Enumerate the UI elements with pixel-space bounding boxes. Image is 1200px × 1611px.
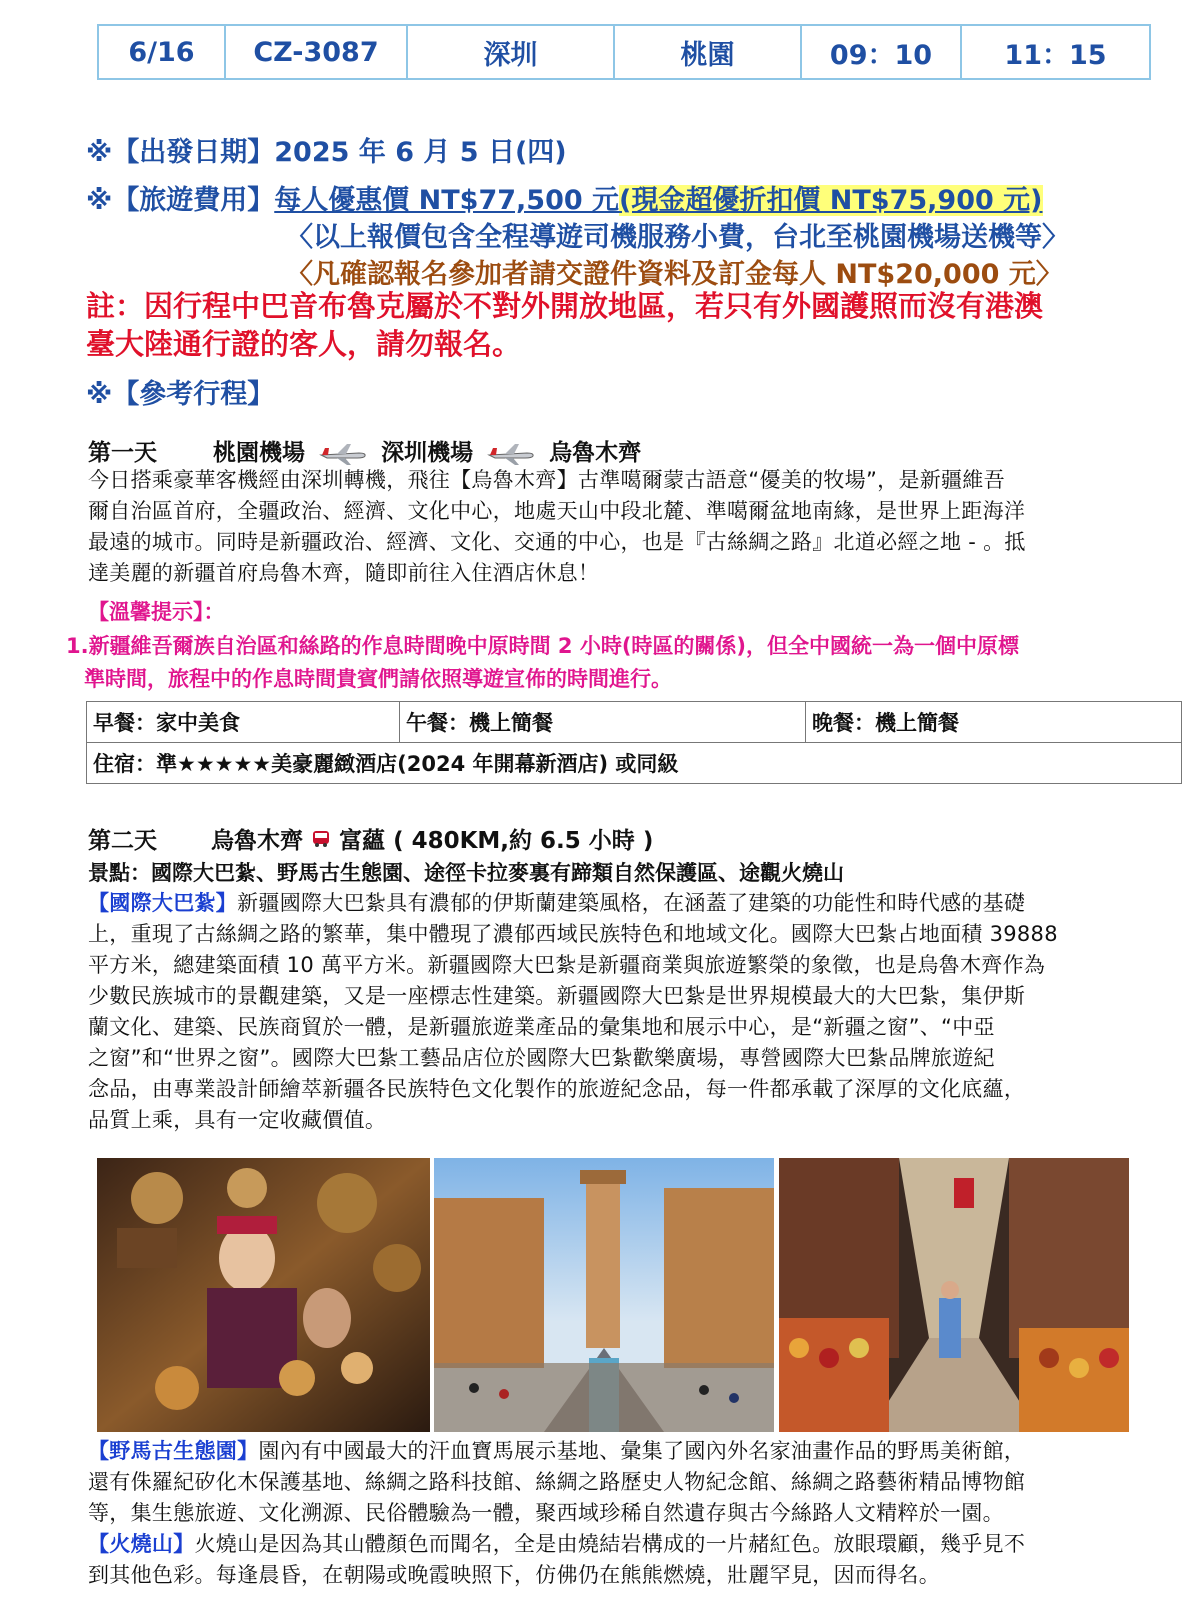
wildhorse-description bbox=[88, 1436, 1198, 1591]
departure-label: ※【出發日期】 bbox=[86, 137, 275, 168]
flight-number: CZ-3087 bbox=[225, 25, 407, 79]
day1-label: 第一天 bbox=[88, 440, 157, 466]
price-note-1: 〈以上報價包含全程導遊司機服務小費，台北至桃園機場送機等〉 bbox=[286, 222, 1069, 253]
tip-line-1: 1.新疆維吾爾族自治區和絲路的作息時間晚中原時間 2 小時(時區的關係)，但全中國統一為一個中原標 bbox=[66, 634, 1020, 658]
day2-label: 第二天 bbox=[88, 828, 157, 854]
bazaar-description bbox=[88, 888, 1198, 1136]
wildhorse-line: 等，集生態旅遊、文化溯源、民俗體驗為一體，聚西域珍稀自然遺存與古今絲路人文精粹於一園。 bbox=[88, 1501, 1004, 1525]
day2-header bbox=[88, 822, 653, 855]
lunch-cell: 午餐：機上簡餐 bbox=[400, 702, 806, 743]
warning-line-2: 臺大陸通行證的客人，請勿報名。 bbox=[86, 327, 522, 361]
fire-line: 【火燒山】火燒山是因為其山體顏色而聞名，全是由燒結岩構成的一片赭紅色。放眼環顧，幾乎見不 bbox=[88, 1532, 1026, 1556]
airplane-icon bbox=[319, 441, 367, 467]
departure-date: 2025 年 6 月 5 日(四) bbox=[274, 137, 567, 168]
bazaar-line: 【國際大巴紮】新疆國際大巴紮具有濃郁的伊斯蘭建築風格，在涵蓋了建築的功能性和時代感的基礎 bbox=[88, 891, 1026, 915]
photo-craft-vendor bbox=[97, 1158, 430, 1432]
bazaar-line: 上，重現了古絲綢之路的繁華，集中體現了濃郁西域民族特色和地域文化。國際大巴紮占地面積 39888 bbox=[88, 922, 1058, 946]
day1-description bbox=[88, 465, 1188, 589]
day1-stop-2: 深圳機場 bbox=[381, 440, 474, 466]
wildhorse-line: 【野馬古生態園】園內有中國最大的汗血寶馬展示基地、彙集了國內外名家油畫作品的野馬美術館， bbox=[88, 1439, 1026, 1463]
flight-arrive-time: 11：15 bbox=[961, 25, 1150, 79]
fire-line: 到其他色彩。每逢晨昏，在朝陽或晚霞映照下，仿佛仍在熊熊燃燒，壯麗罕見，因而得名。 bbox=[88, 1563, 940, 1587]
photo-market-street bbox=[779, 1158, 1129, 1432]
hotel-cell: 住宿：準★★★★★美豪麗緻酒店(2024 年開幕新酒店) 或同級 bbox=[87, 743, 1182, 784]
flight-origin: 深圳 bbox=[407, 25, 614, 79]
day1-stop-1: 桃園機場 bbox=[213, 440, 306, 466]
day2-sights: 景點：國際大巴紮、野馬古生態園、途徑卡拉麥裏有蹄類自然保護區、途觀火燒山 bbox=[88, 861, 844, 885]
day2-from: 烏魯木齊 bbox=[211, 828, 304, 854]
day1-line: 達美麗的新疆首府烏魯木齊，隨即前往入住酒店休息！ bbox=[88, 561, 600, 585]
warning-note bbox=[86, 287, 1186, 363]
price-label: ※【旅遊費用】 bbox=[86, 185, 275, 216]
dinner-cell: 晚餐：機上簡餐 bbox=[806, 702, 1182, 743]
departure-line bbox=[86, 130, 567, 169]
airplane-icon bbox=[487, 441, 535, 467]
warning-line-1: 註：因行程中巴音布魯克屬於不對外開放地區，若只有外國護照而沒有港澳 bbox=[86, 289, 1044, 323]
hotel-row bbox=[87, 743, 1182, 784]
breakfast-cell: 早餐：家中美食 bbox=[87, 702, 400, 743]
bazaar-line: 之窗”和“世界之窗”。國際大巴紮工藝品店位於國際大巴紮歡樂廣場，專營國際大巴紮品牌旅遊紀 bbox=[88, 1046, 995, 1070]
tip-list bbox=[66, 630, 1186, 696]
photo-bazaar-plaza bbox=[434, 1158, 774, 1432]
flight-table bbox=[97, 24, 1151, 80]
flight-row bbox=[98, 25, 1150, 79]
bazaar-tag: 【國際大巴紮】 bbox=[88, 891, 238, 915]
tip-line-2: 準時間，旅程中的作息時間貴賓們請依照導遊宣佈的時間進行。 bbox=[84, 667, 672, 691]
bazaar-line: 念品，由專業設計師繪萃新疆各民族特色文化製作的旅遊紀念品，每一件都承載了深厚的文化底蘊， bbox=[88, 1077, 1026, 1101]
price-note-2: 〈凡確認報名參加者請交證件資料及訂金每人 NT$20,000 元〉 bbox=[286, 259, 1063, 290]
itinerary-heading: ※【參考行程】 bbox=[86, 379, 275, 410]
flight-date: 6/16 bbox=[98, 25, 225, 79]
fire-tag: 【火燒山】 bbox=[88, 1532, 195, 1556]
bazaar-line: 少數民族城市的景觀建築，又是一座標志性建築。新疆國際大巴紮是世界規模最大的大巴紮，集伊斯 bbox=[88, 984, 1026, 1008]
price-line bbox=[86, 178, 1043, 217]
wildhorse-line: 還有侏羅紀矽化木保護基地、絲綢之路科技館、絲綢之路歷史人物紀念館、絲綢之路藝術精品博物館 bbox=[88, 1470, 1026, 1494]
tip-heading: 【溫馨提示】： bbox=[88, 600, 225, 624]
bus-icon bbox=[311, 829, 331, 855]
bazaar-line: 蘭文化、建築、民族商貿於一體，是新疆旅遊業產品的彙集地和展示中心，是“新疆之窗”、“中亞 bbox=[88, 1015, 995, 1039]
day1-meals-table bbox=[86, 701, 1182, 784]
day2-to: 富蘊 ( 480KM,約 6.5 小時 ) bbox=[339, 828, 654, 854]
day1-line: 爾自治區首府，全疆政治、經濟、文化中心，地處天山中段北麓、準噶爾盆地南緣，是世界上距海洋 bbox=[88, 499, 1026, 523]
flight-depart-time: 09：10 bbox=[801, 25, 961, 79]
meals-row bbox=[87, 702, 1182, 743]
bazaar-line: 品質上乘，具有一定收藏價值。 bbox=[88, 1108, 387, 1132]
bazaar-line: 平方米，總建築面積 10 萬平方米。新疆國際大巴紮是新疆商業與旅遊繁榮的象徵，也是烏魯木齊作為 bbox=[88, 953, 1046, 977]
wildhorse-tag: 【野馬古生態園】 bbox=[88, 1439, 259, 1463]
flight-destination: 桃園 bbox=[614, 25, 801, 79]
day1-line: 最遠的城市。同時是新疆政治、經濟、文化、交通的中心，也是『古絲綢之路』北道必經之地 - 。抵 bbox=[88, 530, 1026, 554]
price-cash: (現金超優折扣價 NT$75,900 元) bbox=[619, 185, 1043, 216]
price-main: 每人優惠價 NT$77,500 元 bbox=[274, 185, 620, 216]
day1-line: 今日搭乘豪華客機經由深圳轉機，飛往【烏魯木齊】古準噶爾蒙古語意“優美的牧場”，是新疆維吾 bbox=[88, 468, 1005, 492]
day1-stop-3: 烏魯木齊 bbox=[549, 440, 642, 466]
day1-header bbox=[88, 434, 641, 467]
